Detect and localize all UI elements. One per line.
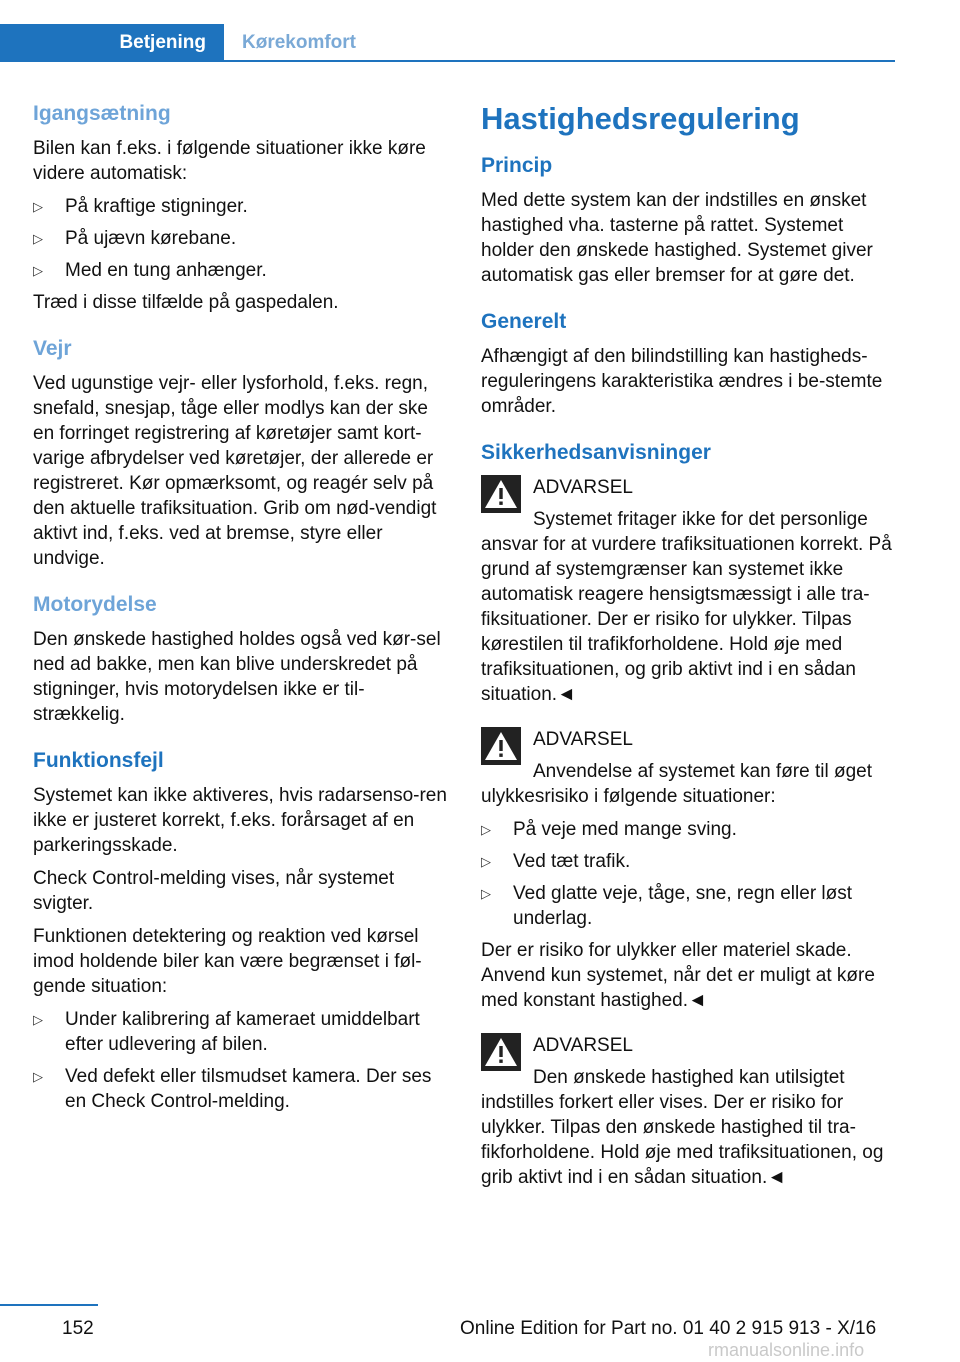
- section-princip: [481, 152, 899, 288]
- list-item-text: På kraftige stigninger.: [65, 196, 248, 217]
- generelt-text: Afhængigt af den bilindstilling kan hastigheds-reguleringens karakteristika ændres i be-stemte områder.: [481, 346, 883, 417]
- heading-sikkerhed: Sikkerhedsanvisninger: [481, 441, 711, 464]
- list-item: [33, 194, 451, 219]
- triangle-bullet-icon: ▷: [33, 199, 43, 214]
- igangsaetning-outro: Træd i disse tilfælde på gaspedalen.: [33, 292, 339, 313]
- edition-text: Online Edition for Part no. 01 40 2 915 913 - X/16: [460, 1318, 877, 1339]
- heading-generelt: Generelt: [481, 310, 567, 333]
- tab-betjening[interactable]: Betjening: [0, 24, 224, 62]
- igangsaetning-list: [33, 194, 451, 283]
- list-item-text: På veje med mange sving.: [513, 819, 737, 840]
- list-item-text: Ved defekt eller tilsmudset kamera. Der ses en Check Control-melding.: [65, 1066, 432, 1112]
- vejr-text: Ved ugunstige vejr- eller lysforhold, f.eks. regn, snefald, snesjap, tåge eller modlys kan der ske en forringet registrering af køretøjer samt kort-varige afbrydelser ved køretøjer, der allerede er registreret. Kør opmærksomt, og reagér selv på den aktuelle trafiksituation. Grib om nød-vendigt aktivt ind, f.eks. ved at bremse, styre eller undvige.: [33, 373, 437, 569]
- page-title: Hastighedsregulering: [481, 101, 800, 136]
- list-item: [33, 258, 451, 283]
- warning-block-1: [481, 475, 899, 707]
- funktionsfejl-p2: Check Control-melding vises, når systemet svigter.: [33, 868, 395, 914]
- triangle-bullet-icon: ▷: [481, 822, 491, 837]
- warning-text: Den ønskede hastighed kan utilsigtet indstilles forkert eller vises. Der er risiko for ulykker. Tilpas den ønskede hastighed til tra-fikforholdene. Hold øje med trafiksituationen, og grib aktivt ind i en sådan situation.◄: [481, 1067, 884, 1188]
- warning-title: ADVARSEL: [533, 477, 633, 498]
- section-igangsaetning: [33, 100, 451, 315]
- princip-text: Med dette system kan der indstilles en ønsket hastighed vha. tasterne på rattet. Systemet holder den ønskede hastighed. Systemet giver automatisk gas eller bremser for at gøre det.: [481, 190, 873, 286]
- warning-title: ADVARSEL: [533, 729, 633, 750]
- heading-funktionsfejl: Funktionsfejl: [33, 749, 164, 772]
- header-rule: [0, 60, 895, 62]
- list-item-text: På ujævn kørebane.: [65, 228, 237, 249]
- warning-text: Systemet fritager ikke for det personlige ansvar for at vurdere trafiksituationen korrekt. På grund af systemgrænser kan systemet ikke automatisk reagere hensigtsmæssigt i alle tra-fiksituationer. Der er risiko for ulykker. Tilpas kørestilen til trafikforholdene. Hold øje med trafiksituationen, og grib aktivt ind i en sådan situation.◄: [481, 509, 892, 705]
- igangsaetning-intro: Bilen kan f.eks. i følgende situationer ikke køre videre automatisk:: [33, 138, 426, 184]
- warning-title: ADVARSEL: [533, 1035, 633, 1056]
- funktionsfejl-p1: Systemet kan ikke aktiveres, hvis radarsenso-ren ikke er justeret korrekt, f.eks. forårsaget af en parkeringsskade.: [33, 785, 447, 856]
- warning-block-3: [481, 1033, 899, 1190]
- header-bar: [0, 0, 895, 62]
- list-item: [33, 226, 451, 251]
- funktionsfejl-p3: Funktionen detektering og reaktion ved kørsel imod holdende biler kan være begrænset i føl-gende situation:: [33, 926, 422, 997]
- right-column: [481, 100, 899, 1200]
- list-item: [481, 881, 899, 931]
- list-item-text: Ved tæt trafik.: [513, 851, 631, 872]
- triangle-bullet-icon: ▷: [33, 263, 43, 278]
- left-column: [33, 100, 451, 1134]
- triangle-bullet-icon: ▷: [33, 1012, 43, 1027]
- triangle-bullet-icon: ▷: [481, 854, 491, 869]
- section-motorydelse: [33, 591, 451, 727]
- page-number: 152: [62, 1318, 94, 1339]
- watermark: rmanualsonline.info: [708, 1340, 865, 1360]
- footer-rule: [0, 1304, 98, 1306]
- warning-list: [481, 817, 899, 931]
- list-item-text: Ved glatte veje, tåge, sne, regn eller løst underlag.: [513, 883, 853, 929]
- list-item: [481, 849, 899, 874]
- list-item: [33, 1064, 451, 1114]
- heading-princip: Princip: [481, 154, 553, 177]
- section-funktionsfejl: [33, 747, 451, 1114]
- list-item: [481, 817, 899, 842]
- section-generelt: [481, 308, 899, 419]
- list-item-text: Med en tung anhænger.: [65, 260, 267, 281]
- warning-text: Anvendelse af systemet kan føre til øget ulykkesrisiko i følgende situationer:: [481, 761, 872, 807]
- warning-block-2: [481, 727, 899, 1013]
- funktionsfejl-list: [33, 1007, 451, 1114]
- motorydelse-text: Den ønskede hastighed holdes også ved kør-sel ned ad bakke, men kan blive underskredet på stigninger, hvis motorydelsen ikke er til-strækkelig.: [33, 629, 441, 725]
- warning-triangle-icon: [481, 475, 521, 513]
- list-item: [33, 1007, 451, 1057]
- heading-vejr: Vejr: [33, 337, 72, 360]
- heading-igangsaetning: Igangsætning: [33, 102, 171, 125]
- heading-motorydelse: Motorydelse: [33, 593, 157, 616]
- section-vejr: [33, 335, 451, 571]
- triangle-bullet-icon: ▷: [33, 1069, 43, 1084]
- triangle-bullet-icon: ▷: [33, 231, 43, 246]
- section-sikkerhed: [481, 439, 899, 1190]
- triangle-bullet-icon: ▷: [481, 886, 491, 901]
- warning-outro: Der er risiko for ulykker eller materiel skade. Anvend kun systemet, når det er muligt at køre med konstant hastighed.◄: [481, 940, 875, 1011]
- warning-triangle-icon: [481, 727, 521, 765]
- list-item-text: Under kalibrering af kameraet umiddelbart efter udlevering af bilen.: [65, 1009, 420, 1055]
- warning-triangle-icon: [481, 1033, 521, 1071]
- tab-korekomfort[interactable]: Kørekomfort: [242, 32, 357, 53]
